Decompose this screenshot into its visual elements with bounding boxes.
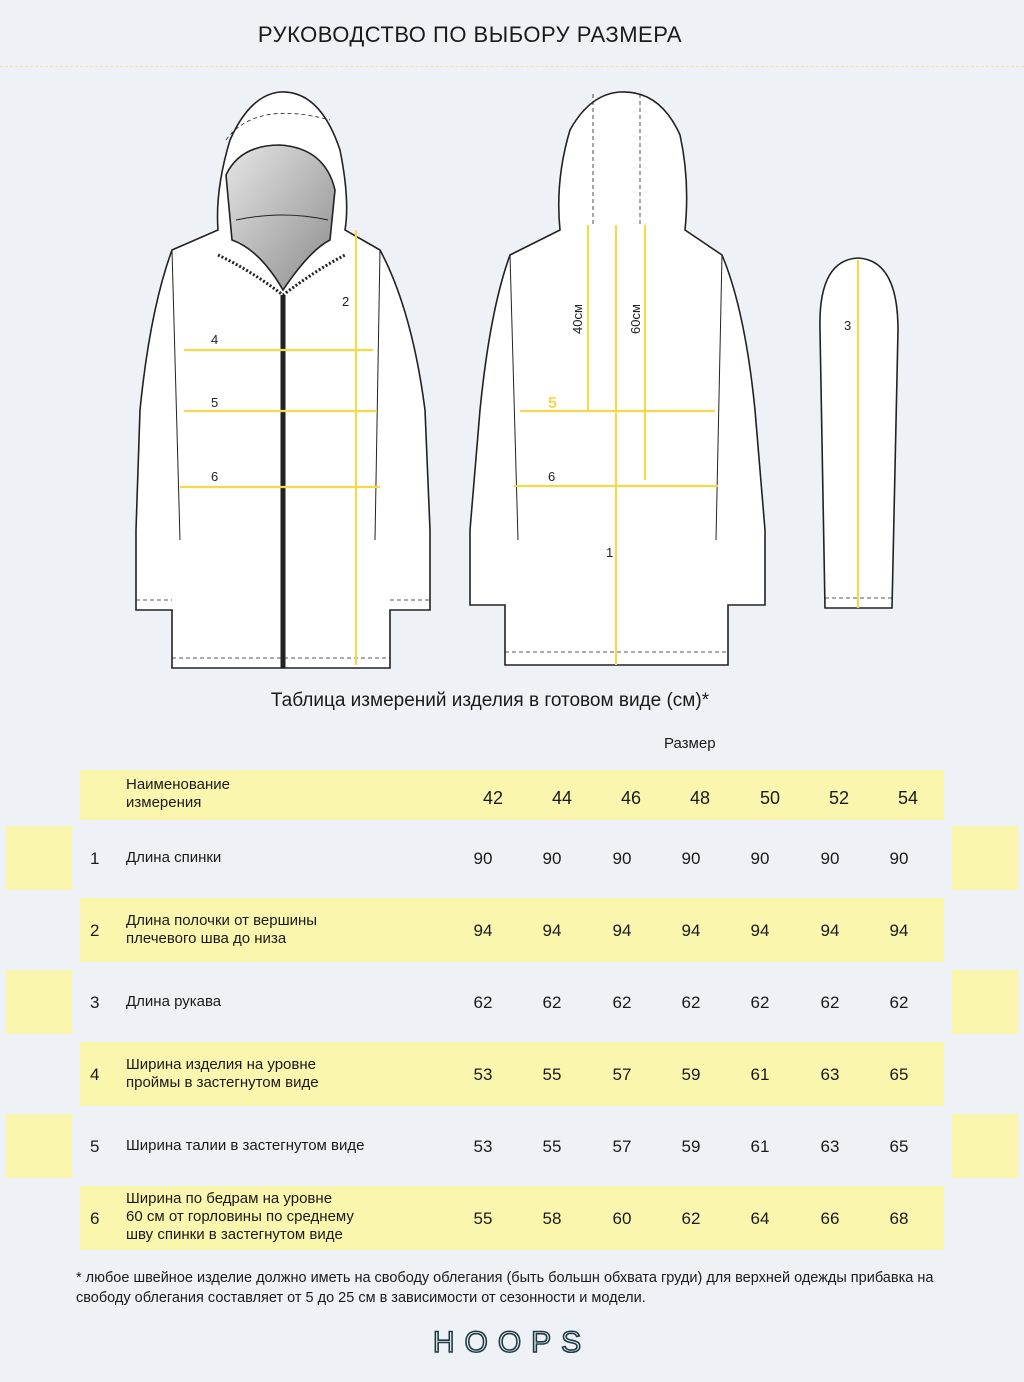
page-title: РУКОВОДСТВО ПО ВЫБОРУ РАЗМЕРА [257, 22, 683, 47]
back-label-1: 1 [606, 545, 614, 560]
row-value: 94 [473, 921, 493, 940]
row-value: 62 [612, 993, 632, 1012]
front-label-4: 4 [211, 332, 219, 347]
header-size-54: 54 [897, 788, 919, 808]
row-value: 90 [889, 849, 909, 868]
row-value: 62 [473, 993, 493, 1012]
table-row-5 [0, 1114, 1024, 1178]
table-row-1 [0, 826, 1024, 890]
row-value: 62 [820, 993, 840, 1012]
row-number: 3 [90, 993, 100, 1012]
row-value: 61 [750, 1137, 770, 1156]
row-value: 90 [750, 849, 770, 868]
row-value: 66 [820, 1209, 840, 1228]
row-value: 62 [542, 993, 562, 1012]
row-value: 90 [473, 849, 493, 868]
row-number: 5 [90, 1137, 100, 1156]
header-name-label: Наименование измерения [126, 776, 230, 811]
row-value: 68 [889, 1209, 909, 1228]
back-label-60cm: 60см [628, 304, 643, 334]
row-value: 53 [473, 1137, 493, 1156]
row-name: Длина рукава [126, 993, 222, 1010]
row-value: 94 [889, 921, 909, 940]
brand-logo [0, 1326, 1024, 1363]
row-value: 94 [612, 921, 632, 940]
row-value: 61 [750, 1065, 770, 1084]
front-label-5: 5 [211, 395, 219, 410]
table-header [0, 770, 1024, 820]
front-label-2: 2 [342, 294, 350, 309]
table-row-4 [0, 1042, 1024, 1106]
header-size-52: 52 [828, 788, 850, 808]
back-view [470, 92, 765, 665]
row-value: 59 [681, 1065, 701, 1084]
row-value: 94 [542, 921, 562, 940]
row-value: 57 [612, 1065, 632, 1084]
row-band-right [952, 826, 1018, 890]
sleeve-label-3: 3 [844, 318, 852, 333]
back-label-40cm: 40см [570, 304, 585, 334]
row-name: Ширина по бедрам на уровне 60 см от горловины по среднему шву спинки в застегнутом виде [126, 1190, 354, 1243]
row-value: 65 [889, 1065, 909, 1084]
row-value: 55 [542, 1065, 562, 1084]
row-band-left [6, 826, 72, 890]
row-value: 94 [820, 921, 840, 940]
back-label-5: 5 [548, 395, 557, 412]
table-row-6 [0, 1186, 1024, 1250]
row-number: 1 [90, 849, 100, 868]
size-label: Размер [664, 735, 716, 752]
table-row-2 [0, 898, 1024, 962]
logo-text: HOOPS [432, 1326, 592, 1358]
row-band-right [952, 1114, 1018, 1178]
row-value: 62 [889, 993, 909, 1012]
back-label-6: 6 [548, 469, 556, 484]
header-size-44: 44 [551, 788, 573, 808]
row-number: 2 [90, 921, 100, 940]
row-value: 58 [542, 1209, 562, 1228]
row-name: Длина полочки от вершины плечевого шва до низа [126, 912, 318, 947]
row-value: 90 [820, 849, 840, 868]
row-number: 6 [90, 1209, 100, 1228]
row-value: 62 [681, 993, 701, 1012]
header-size-46: 46 [620, 788, 642, 808]
row-value: 63 [820, 1065, 840, 1084]
row-value: 60 [612, 1209, 632, 1228]
row-value: 90 [681, 849, 701, 868]
front-label-6: 6 [211, 469, 219, 484]
row-value: 62 [750, 993, 770, 1012]
header-size-48: 48 [689, 788, 711, 808]
header-size-42: 42 [482, 788, 504, 808]
row-value: 94 [750, 921, 770, 940]
row-name: Ширина изделия на уровне проймы в застегнутом виде [126, 1056, 319, 1091]
header-size-50: 50 [759, 788, 781, 808]
hoops-logo-graphic [392, 1326, 632, 1358]
row-value: 64 [750, 1209, 770, 1228]
title-divider [0, 66, 1024, 67]
row-name: Длина спинки [126, 849, 222, 866]
row-value: 57 [612, 1137, 632, 1156]
row-band-right [952, 970, 1018, 1034]
garment-drawings [0, 80, 1024, 680]
row-value: 65 [889, 1137, 909, 1156]
row-band-left [6, 1114, 72, 1178]
row-number: 4 [90, 1065, 100, 1084]
footnote: * любое швейное изделие должно иметь на свободу облегания (быть большн обхвата груди) для верхней одежды прибавка на свободу облегания составляет от 5 до 25 см в зависимости от сезонности и модели. [76, 1270, 934, 1306]
row-value: 90 [612, 849, 632, 868]
table-row-3 [0, 970, 1024, 1034]
row-value: 55 [542, 1137, 562, 1156]
row-name: Ширина талии в застегнутом виде [126, 1137, 365, 1154]
row-value: 53 [473, 1065, 493, 1084]
row-band-left [6, 970, 72, 1034]
row-value: 94 [681, 921, 701, 940]
row-value: 62 [681, 1209, 701, 1228]
row-value: 90 [542, 849, 562, 868]
front-view [136, 92, 430, 668]
table-title: Таблица измерений изделия в готовом виде (см)* [270, 690, 710, 711]
row-value: 63 [820, 1137, 840, 1156]
row-value: 59 [681, 1137, 701, 1156]
row-value: 55 [473, 1209, 493, 1228]
